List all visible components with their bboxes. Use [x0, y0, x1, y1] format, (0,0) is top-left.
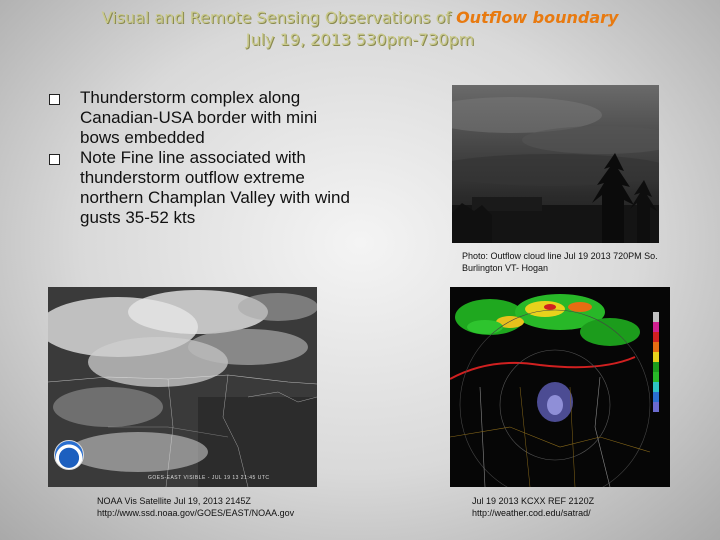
bullet-box-icon: [49, 154, 60, 165]
radar-scene: [450, 287, 670, 487]
radar-caption-line1: Jul 19 2013 KCXX REF 2120Z: [472, 496, 595, 506]
slide-title-line1: [0, 8, 720, 27]
slide-title-prefix: Visual and Remote Sensing Observations of: [101, 8, 451, 27]
satellite-caption-line2: http://www.ssd.noaa.gov/GOES/EAST/NOAA.gov: [97, 508, 295, 518]
noaa-logo: [54, 440, 84, 470]
bullet-text: Thunderstorm complex along Canadian-USA border with mini bows embedded: [80, 88, 318, 147]
satellite-image: [48, 287, 317, 487]
photo-scene: [452, 85, 659, 243]
satellite-scene: [48, 287, 317, 487]
photo-caption: Photo: Outflow cloud line Jul 19 2013 720PM So. Burlington VT- Hogan: [462, 251, 658, 273]
radar-image: [450, 287, 670, 487]
bullet-box-icon: [49, 94, 60, 105]
radar-caption: [472, 495, 692, 519]
radar-caption-line2: http://weather.cod.edu/satrad/: [472, 508, 591, 518]
bullet-list: [44, 88, 354, 228]
bullet-item: [44, 88, 354, 148]
outflow-cloud-photo: [452, 85, 659, 243]
satellite-overlay-label: GOES-EAST VISIBLE - JUL 19 13 21:45 UTC: [148, 475, 270, 481]
slide-title-emphasis: Outflow boundary: [456, 8, 619, 27]
satellite-caption-line1: NOAA Vis Satellite Jul 19, 2013 2145Z: [97, 496, 251, 506]
bullet-text: Note Fine line associated with thunderstorm outflow extreme northern Champlan Valley with wind gusts 35-52 kts: [80, 148, 350, 227]
satellite-caption: [97, 495, 357, 519]
slide-title-line2: July 19, 2013 530pm-730pm: [245, 30, 475, 49]
bullet-item: [44, 148, 354, 228]
